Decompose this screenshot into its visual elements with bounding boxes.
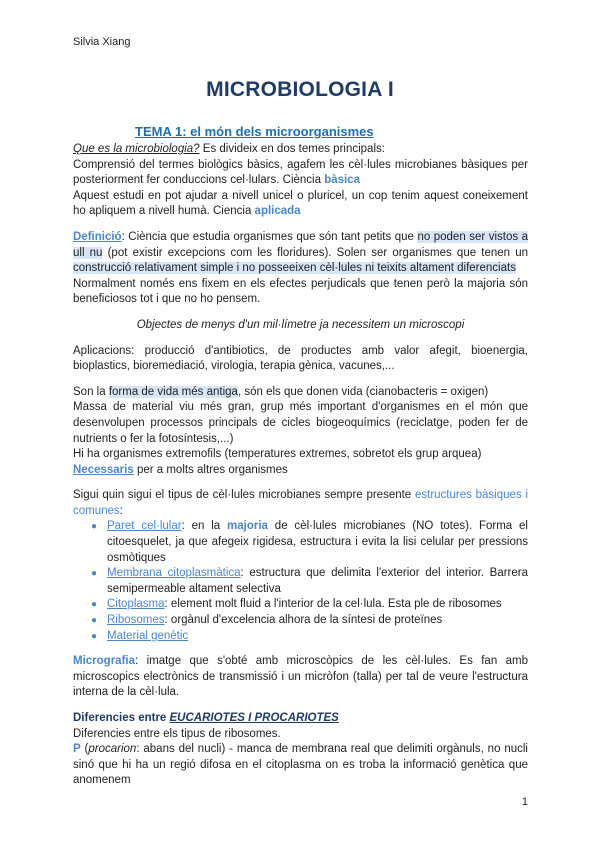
intro-basic-text: Comprensió del termes biològics bàsics, agafem les cèl·lules microbianes bàsiques per posteriorment fer conduccions cel·lulars. Ciència: [73, 158, 528, 187]
item-text: : estructura que delimita l'exterior del interior. Barrera semipermeable altament selectiva: [107, 567, 528, 595]
author-name: Silvia Xiang: [73, 36, 131, 48]
definicio-label: Definició: [73, 230, 122, 243]
forma-highlight: forma de vida més antiga: [108, 385, 238, 398]
basica-term: bàsica: [324, 174, 361, 187]
necessaris-term: Necessaris: [73, 463, 134, 476]
item-term: Membrana citoplasmàtica: [107, 567, 241, 580]
micrografia-label: Micrografia: [73, 655, 135, 668]
item-term: Material genètic: [107, 629, 189, 642]
estructures-post: :: [119, 504, 123, 517]
intro-question-rest: Es divideix en dos temes principals:: [199, 143, 385, 155]
procariotes-text: : abans del nucli) - manca de membrana real que delimiti orgànuls, no nucli sinó que hi ha un regió difosa en el citoplasma on es troba la informació genètica que anomenem: [73, 743, 528, 787]
extremofils-line: Hi ha organismes extremofils (temperatures extremes, sobretot els grup arquea): [73, 448, 482, 461]
estructures-pre: Sigui quin sigui el tipus de cèl·lules microbianes sempre presente: [73, 489, 415, 502]
bullet-icon: ●: [91, 599, 98, 611]
list-item: [91, 629, 528, 645]
diferencies-line: Diferencies entre els tipus de ribosomes.: [73, 727, 281, 740]
massa-paragraph: Massa de material viu més gran, grup més important d'organismes en el món que desenvolupen processos principals de cicles biogeoquímics (reciclatge, poden fer de nutrients o fer la fotosíntesis,...): [73, 401, 528, 445]
definicio-paragraph: [73, 230, 528, 277]
bullet-icon: ●: [91, 568, 98, 580]
aplicacions-paragraph: Aplicacions: producció d'antibiotics, de productes amb valor afegit, bioenergia, bioplastics, bioremediació, virologia, terapia gènica, vacunes,...: [73, 344, 528, 373]
item-bold: majoria: [227, 520, 268, 533]
definicio-text-2: (pot existir excepcions com les floridures). Solen ser organismes que tenen un: [102, 246, 528, 259]
item-text: : element molt fluid a l'interior de la cel·lula. Esta ple de ribosomes: [164, 598, 502, 611]
intro-question: Que es la microbiologia?: [73, 143, 200, 155]
bullet-icon: ●: [91, 630, 98, 642]
procariotes-paragraph: [73, 742, 528, 789]
definicio-text-1: : Ciència que estudia organismes que són tant petits que: [121, 230, 418, 243]
forma-post: , són els que donen vida (cianobacteris = oxigen): [237, 385, 489, 398]
topic-heading: TEMA 1: el món dels microorganismes: [135, 124, 374, 139]
item-term: Paret cel·lular: [107, 520, 182, 533]
necessaris-line: [73, 463, 528, 479]
micrografia-text: : imatge que s'obté amb microscòpics de les cèl·lules. Es fan amb microscopics electrònics de transmissió i un micròfon (talla) per tal de veure l'estructura interna de la cèl·lula.: [73, 655, 528, 699]
estructures-intro: [73, 488, 528, 519]
estructures-link: estructures bàsiques i comunes: [73, 489, 528, 517]
document-title: MICROBIOLOGIA I: [206, 78, 394, 101]
intro-applied-paragraph: [73, 189, 528, 220]
intro-basic-paragraph: [73, 158, 528, 189]
procariotes-letter: P: [73, 743, 81, 756]
definicio-highlight-2: construcció relativament simple i no posseeixen cèl·lules ni teixits altament diferenciats: [73, 262, 516, 275]
item-term: Ribosomes: [107, 614, 165, 627]
intro-question-line: [73, 142, 528, 158]
estructures-list: [73, 519, 528, 644]
diferencies-title-em: EUCARIOTES I PROCARIOTES: [169, 712, 339, 724]
item-text-2: de cèl·lules microbianes (NO totes). Forma el citoesquelet, ja que afegeix rigidesa, estructura i evita la lisi celular per pressions osmòtiques: [107, 520, 528, 564]
aplicada-term: aplicada: [254, 205, 301, 218]
list-item: [91, 613, 528, 629]
item-text: : en la: [181, 520, 228, 533]
procariotes-term: procarion: [88, 743, 137, 756]
item-term: Citoplasma: [107, 598, 165, 611]
list-item: [91, 597, 528, 613]
procariotes-open: (: [80, 743, 89, 756]
bullet-icon: ●: [91, 521, 98, 533]
necessaris-rest: per a molts altres organismes: [133, 463, 288, 476]
page-number: 1: [521, 796, 528, 808]
microscope-note: Objectes de menys d'un mil·límetre ja necessitem un microscopi: [136, 318, 465, 331]
item-text: : orgànul d'excelencia alhora de la síntesi de proteïnes: [164, 614, 443, 627]
document-body: [73, 142, 528, 789]
definicio-highlight-1: no poden ser vistos a ull nu: [73, 230, 529, 259]
bullet-icon: ●: [91, 615, 98, 627]
list-item: [91, 519, 528, 566]
intro-applied-text: Aquest estudi en pot ajudar a nivell unicel o pluricel, un cop tenim aquest coneixement ho apliquem a nivell humà. Ciencia: [73, 189, 528, 218]
diferencies-heading: [73, 711, 528, 727]
micrografia-paragraph: [73, 654, 528, 701]
definicio-note: Normalment només ens fixem en els efectes perjudicals que tenen però la majoria són beneficiosos tot i que no ho pensem.: [73, 277, 528, 306]
forma-vida-line: [73, 385, 528, 401]
diferencies-title-pre: Diferencies entre: [73, 712, 170, 724]
list-item: [91, 566, 528, 597]
forma-pre: Son la: [73, 385, 109, 398]
